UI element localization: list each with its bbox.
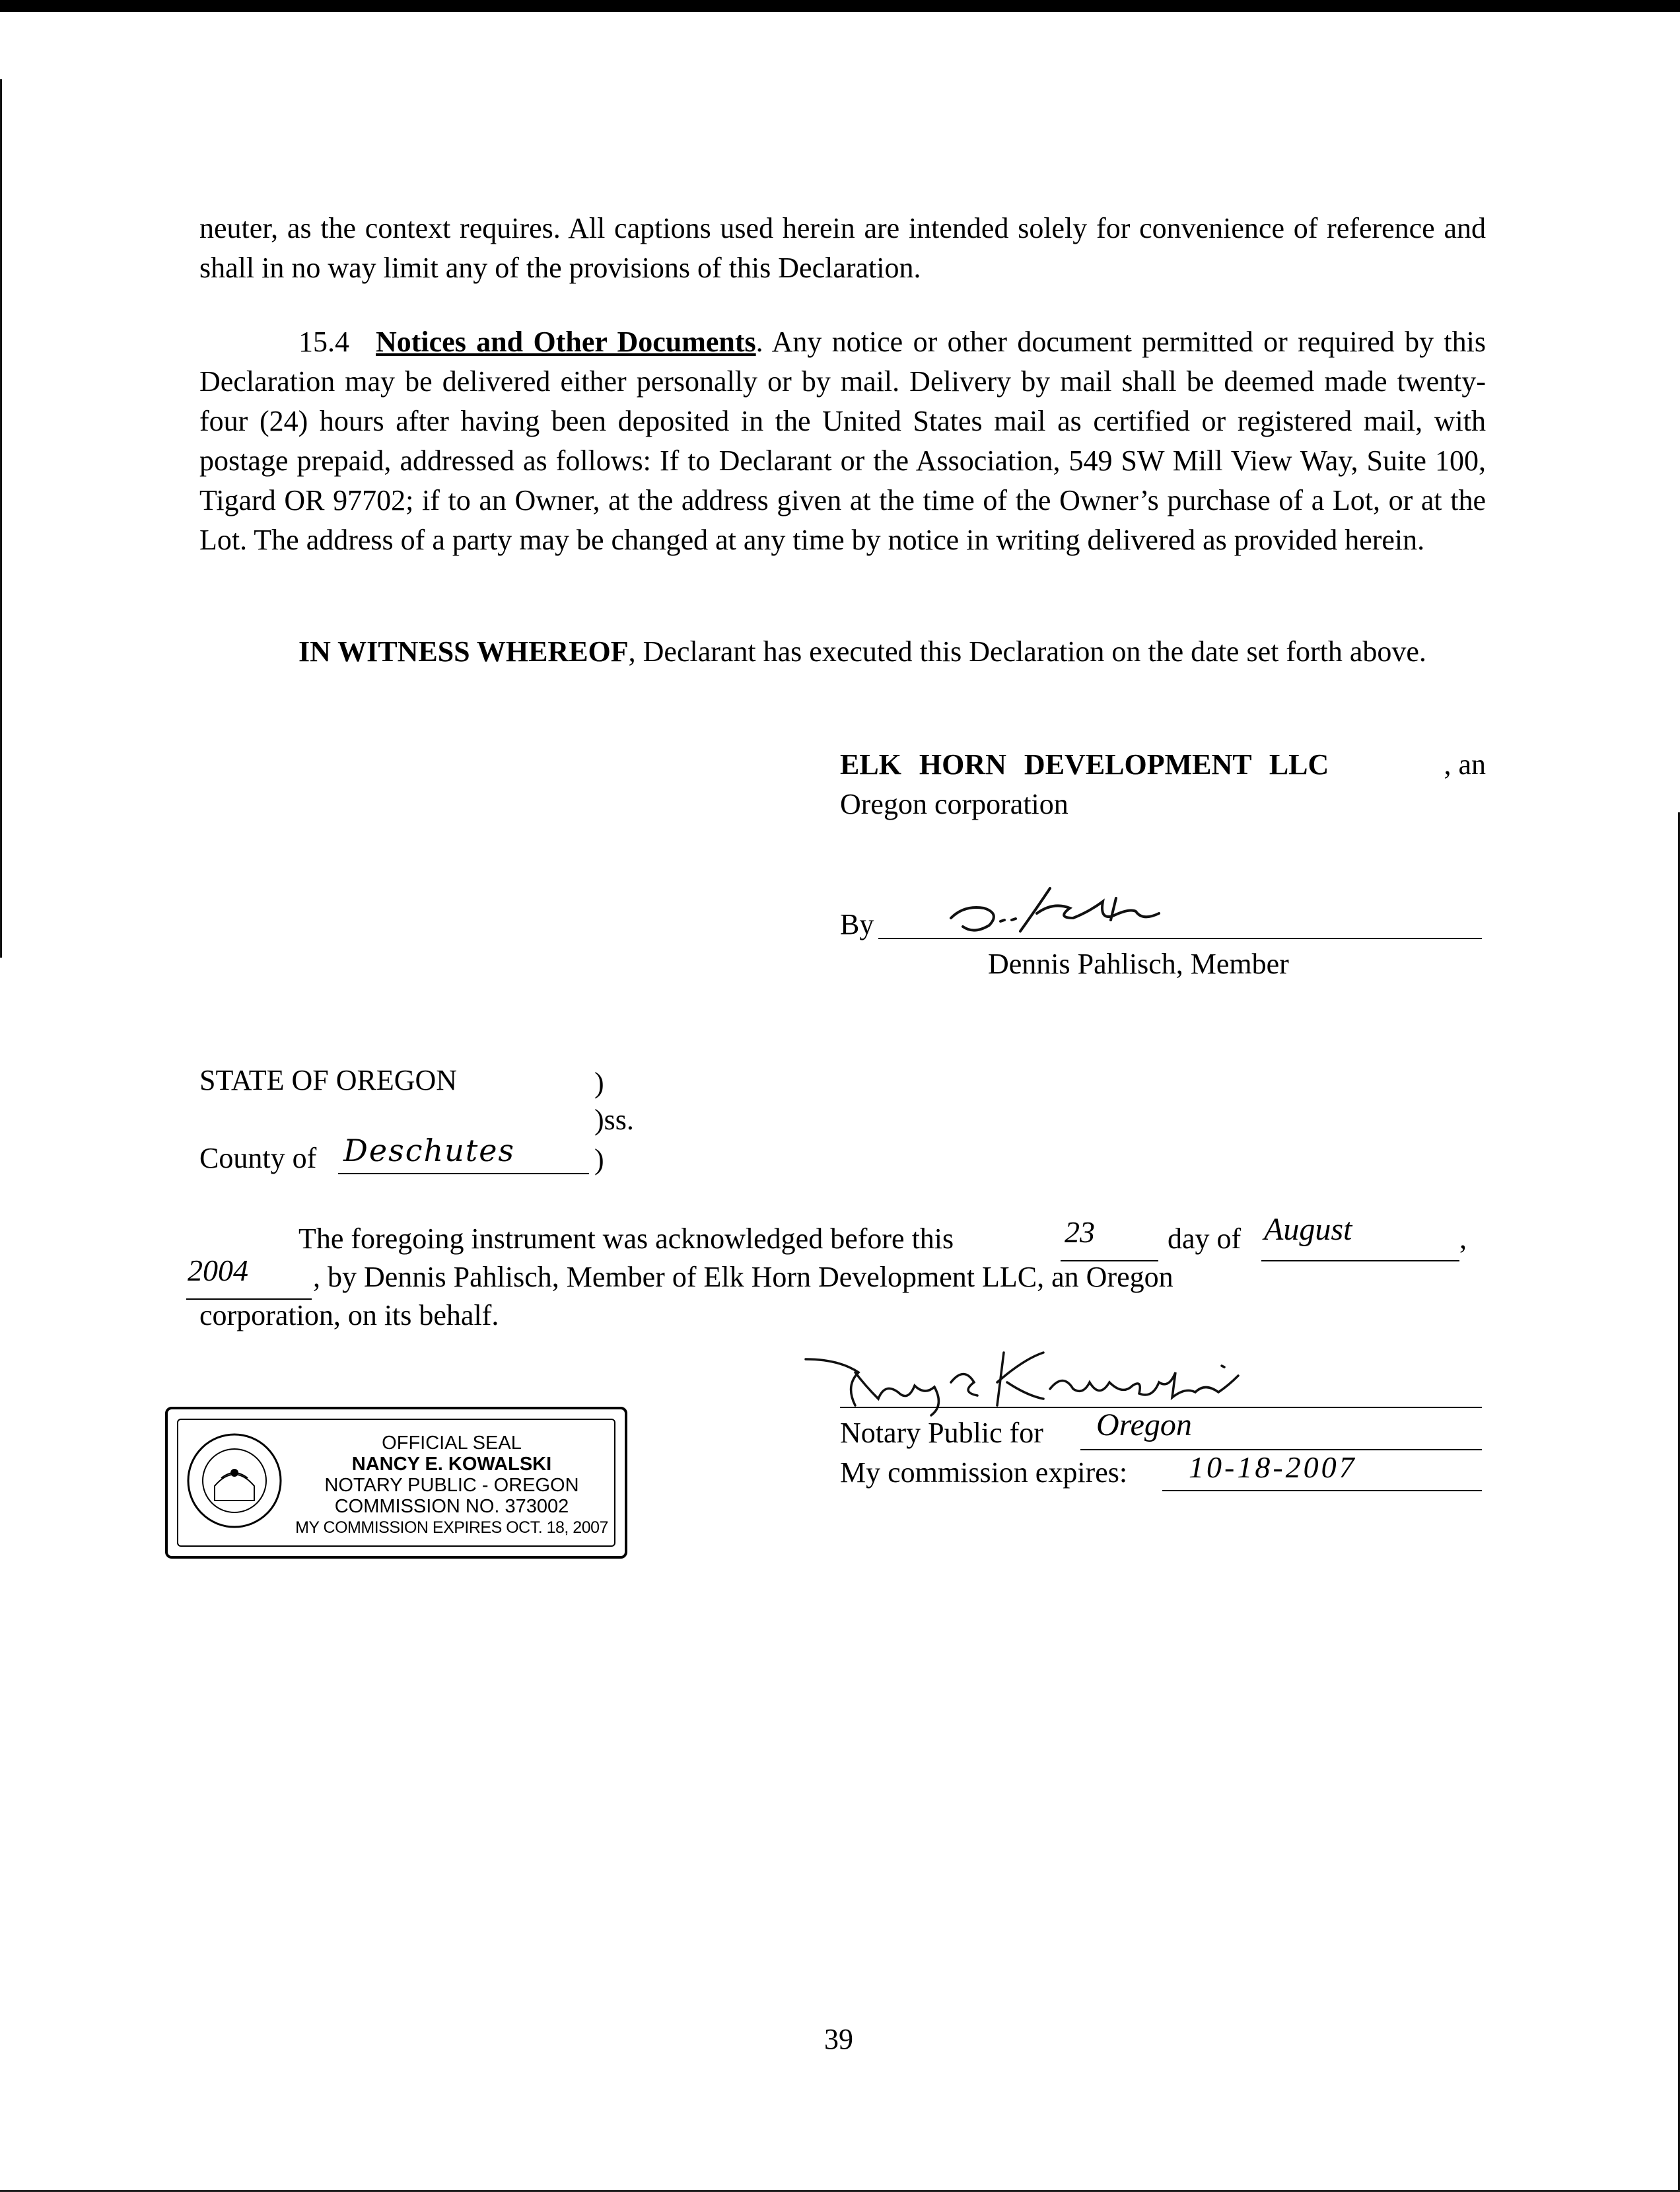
official-notary-seal — [165, 1407, 627, 1559]
seal-line-commission: COMMISSION NO. 373002 — [334, 1496, 569, 1517]
ack-year-handwritten: 2004 — [188, 1254, 248, 1287]
company-line — [840, 745, 1486, 785]
ack-comma: , — [1459, 1222, 1467, 1255]
section-number: 15.4 — [298, 326, 349, 358]
ack-text-4: corporation, on its behalf. — [199, 1299, 499, 1331]
paragraph-notices — [199, 322, 1486, 560]
paragraph-in-witness — [199, 632, 1486, 672]
company-type: Oregon corporation — [840, 788, 1068, 820]
venue-paren-3: ) — [594, 1143, 604, 1176]
seal-line-expires: MY COMMISSION EXPIRES OCT. 18, 2007 — [295, 1518, 608, 1537]
declarant-signature — [938, 882, 1189, 941]
page-number: 39 — [824, 2023, 853, 2055]
in-witness-body: , Declarant has executed this Declaration on the date set forth above. — [628, 635, 1426, 668]
ack-text-1: The foregoing instrument was acknowledged before this — [298, 1222, 954, 1255]
commission-expires-line — [1162, 1490, 1482, 1491]
commission-expires-handwritten: 10-18-2007 — [1189, 1450, 1357, 1484]
ack-day-handwritten: 23 — [1065, 1215, 1095, 1249]
scan-top-border — [0, 0, 1680, 12]
section-body: . Any notice or other document permitted or required by this Declaration may be delivered either personally or by mail. Delivery by mail shall be deemed made twenty-four (24) hours after having been deposited in the United States mail as certified or registered mail, with postage prepaid, addressed as follows: If to Declarant or the Association, 549 SW Mill View Way, Suite 100, Tigard OR 97702; if to an Owner, at the address given at the time of the Owner’s purchase of a Lot, or at the Lot. The address of a party may be changed at any time by notice in writing delivered as provided herein. — [199, 326, 1487, 556]
by-label: By — [840, 908, 874, 940]
venue-state: STATE OF OREGON — [199, 1064, 458, 1096]
seal-line-official: OFFICIAL SEAL — [382, 1432, 522, 1454]
seal-line-name: NANCY E. KOWALSKI — [351, 1454, 552, 1475]
oregon-state-seal-icon — [185, 1427, 284, 1539]
seal-line-notary: NOTARY PUBLIC - OREGON — [324, 1475, 579, 1496]
ack-text-3: , by Dennis Pahlisch, Member of Elk Horn Development LLC, an Oregon — [313, 1261, 1173, 1293]
scan-left-edge — [0, 79, 2, 958]
company-name: ELK HORN DEVELOPMENT LLC — [840, 748, 1329, 781]
month-line — [1261, 1260, 1459, 1261]
notary-public-for-label: Notary Public for — [840, 1417, 1043, 1449]
venue-ss: )ss. — [594, 1104, 634, 1136]
venue-paren-1: ) — [594, 1067, 604, 1099]
county-handwritten: Deschutes — [343, 1133, 516, 1168]
venue-county-label: County of — [199, 1142, 317, 1174]
signer-title: Dennis Pahlisch, Member — [988, 948, 1289, 980]
in-witness-lead: IN WITNESS WHEREOF — [298, 635, 629, 668]
ack-text-2: day of — [1168, 1222, 1242, 1255]
paragraph-captions: neuter, as the context requires. All captions used herein are intended solely for convenience of reference and shall in no way limit any of the provisions of this Declaration. — [199, 212, 1486, 284]
commission-expires-label: My commission expires: — [840, 1456, 1128, 1489]
section-heading: Notices and Other Documents — [376, 326, 756, 358]
county-line — [338, 1173, 589, 1174]
company-suffix: , an — [1444, 748, 1486, 781]
ack-month-handwritten: August — [1264, 1212, 1352, 1247]
notary-state-handwritten: Oregon — [1096, 1407, 1192, 1442]
